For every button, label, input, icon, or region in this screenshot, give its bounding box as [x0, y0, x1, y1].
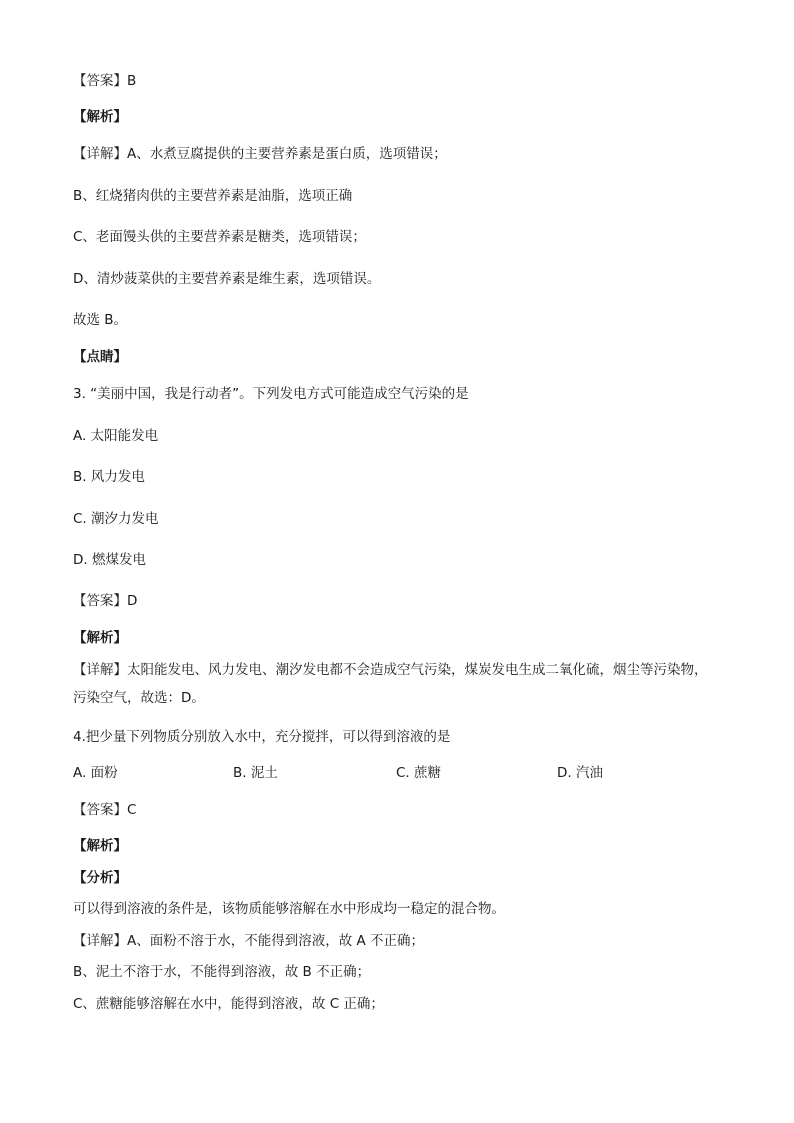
- analysis-header-q3: 【解析】: [73, 630, 127, 646]
- tips-header-q2: 【点睛】: [73, 349, 127, 365]
- detail-line-q3-1: 【详解】太阳能发电、风力发电、潮汐发电都不会造成空气污染，煤炭发电生成二氧化硫，烟尘等污染物，: [73, 662, 708, 678]
- answer-header-q4: 【答案】C: [73, 802, 137, 818]
- q3-option-c: C. 潮汐力发电: [73, 511, 159, 527]
- q4-option-b: B. 泥土: [233, 765, 278, 781]
- conclusion-q2: 故选 B。: [73, 312, 128, 328]
- q3-option-a: A. 太阳能发电: [73, 428, 159, 444]
- detail-line-q2-c: C、老面馒头供的主要营养素是糖类，选项错误；: [73, 229, 366, 245]
- q3-option-d: D. 燃煤发电: [73, 552, 146, 568]
- answer-header-q3: 【答案】D: [73, 593, 138, 609]
- detail-line-q2-a: 【详解】A、水煮豆腐提供的主要营养素是蛋白质，选项错误；: [73, 146, 447, 162]
- q3-option-b: B. 风力发电: [73, 469, 145, 485]
- analysis-subheader-q4: 【分析】: [73, 870, 127, 886]
- detail-line-q4-c: C、蔗糖能够溶解在水中，能得到溶液，故 C 正确；: [73, 996, 384, 1012]
- question-3: 3. “美丽中国，我是行动者”。下列发电方式可能造成空气污染的是: [73, 386, 469, 402]
- answer-header-q2: 【答案】B: [73, 73, 137, 89]
- analysis-header-q4: 【解析】: [73, 838, 127, 854]
- q4-option-c: C. 蔗糖: [396, 765, 442, 781]
- q4-option-d: D. 汽油: [557, 765, 603, 781]
- question-4: 4.把少量下列物质分别放入水中，充分搅拌，可以得到溶液的是: [73, 729, 451, 745]
- q4-option-a: A. 面粉: [73, 765, 118, 781]
- analysis-line-q4: 可以得到溶液的条件是，该物质能够溶解在水中形成均一稳定的混合物。: [73, 901, 505, 917]
- detail-line-q4-a: 【详解】A、面粉不溶于水，不能得到溶液，故 A 不正确；: [73, 933, 425, 949]
- detail-line-q3-2: 污染空气，故选：D。: [73, 690, 205, 706]
- detail-line-q2-b: B、红烧猪肉供的主要营养素是油脂，选项正确: [73, 188, 353, 204]
- detail-line-q4-b: B、泥土不溶于水，不能得到溶液，故 B 不正确；: [73, 964, 371, 980]
- detail-line-q2-d: D、清炒菠菜供的主要营养素是维生素，选项错误。: [73, 271, 381, 287]
- analysis-header-q2: 【解析】: [73, 109, 127, 125]
